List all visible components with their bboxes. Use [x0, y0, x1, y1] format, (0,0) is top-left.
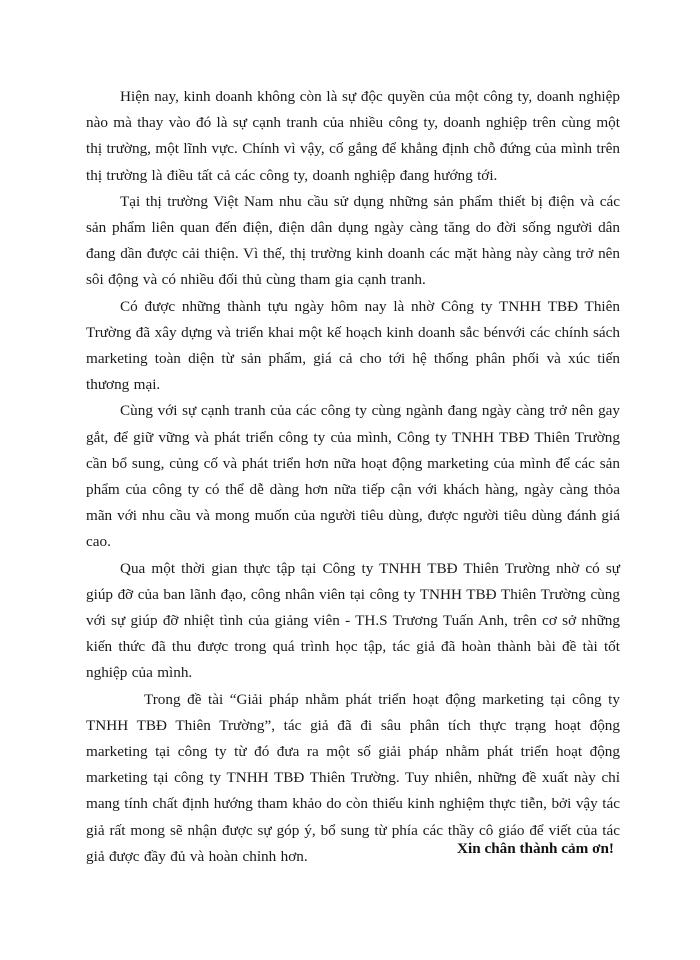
paragraph-competition: Cùng với sự cạnh tranh của các công ty cùng ngành đang ngày càng trở nên gay gắt, để giữ vững và phát triển công ty của mình, Công ty TNHH TBĐ Thiên Trường cần bổ sung, củng cố và phát triển hơn nữa hoạt động marketing của mình để các sản phẩm của công ty có thể dễ dàng hơn nữa tiếp cận với khách hàng, ngày càng thỏa mãn với nhu cầu và mong muốn của người tiêu dùng, được người tiêu dùng đánh giá cao. [86, 402, 620, 551]
closing-thanks: Xin chân thành cảm ơn! [457, 840, 614, 857]
paragraph-internship: Qua một thời gian thực tập tại Công ty TNHH TBĐ Thiên Trường nhờ có sự giúp đỡ của ban lãnh đạo, công nhân viên tại công ty TNHH TBĐ Thiên Trường cùng với sự giúp đỡ nhiệt tình của giảng viên - TH.S Trương Tuấn Anh, trên cơ sở những kiến thức đã thu được trong quá trình học tập, tác giả đã hoàn thành bài đề tài tốt nghiệp của mình. [86, 559, 620, 682]
paragraph-achievements: Có được những thành tựu ngày hôm nay là nhờ Công ty TNHH TBĐ Thiên Trường đã xây dựng và triển khai một kế hoạch kinh doanh sắc bénvới các chính sách marketing toàn diện từ sản phẩm, giá cả cho tới hệ thống phân phối và xúc tiến thương mại. [86, 297, 620, 394]
paragraph-intro: Hiện nay, kinh doanh không còn là sự độc quyền của một công ty, doanh nghiệp nào mà thay vào đó là sự cạnh tranh của nhiều công ty, doanh nghiệp trên cùng một thị trường, một lĩnh vực. Chính vì vậy, cố gắng để khẳng định chỗ đứng của mình trên thị trường là điều tất cả các công ty, doanh nghiệp đang hướng tới. [86, 88, 620, 184]
body-text [86, 84, 620, 870]
paragraph-thesis: Trong đề tài “Giải pháp nhằm phát triển hoạt động marketing tại công ty TNHH TBĐ Thiên Trường”, tác giả đã đi sâu phân tích thực trạng hoạt động marketing tại công ty từ đó đưa ra một số giải pháp nhằm phát triển hoạt động marketing tại công ty TNHH TBĐ Thiên Trường. Tuy nhiên, những đề xuất này chỉ mang tính chất định hướng tham khảo do còn thiếu kinh nghiệm thực tiễn, bởi vậy tác giả rất mong sẽ nhận được sự góp ý, bổ sung từ phía các thầy cô giáo để viết của tác giả được đầy đủ và hoàn chỉnh hơn. [86, 690, 620, 865]
paragraph-market: Tại thị trường Việt Nam nhu cầu sử dụng những sản phẩm thiết bị điện và các sản phẩm liên quan đến điện, điện dân dụng ngày càng tăng do đời sống người dân đang dần được cải thiện. Vì thế, thị trường kinh doanh các mặt hàng này càng trở nên sôi động và có nhiều đối thủ cùng tham gia cạnh tranh. [86, 192, 620, 289]
